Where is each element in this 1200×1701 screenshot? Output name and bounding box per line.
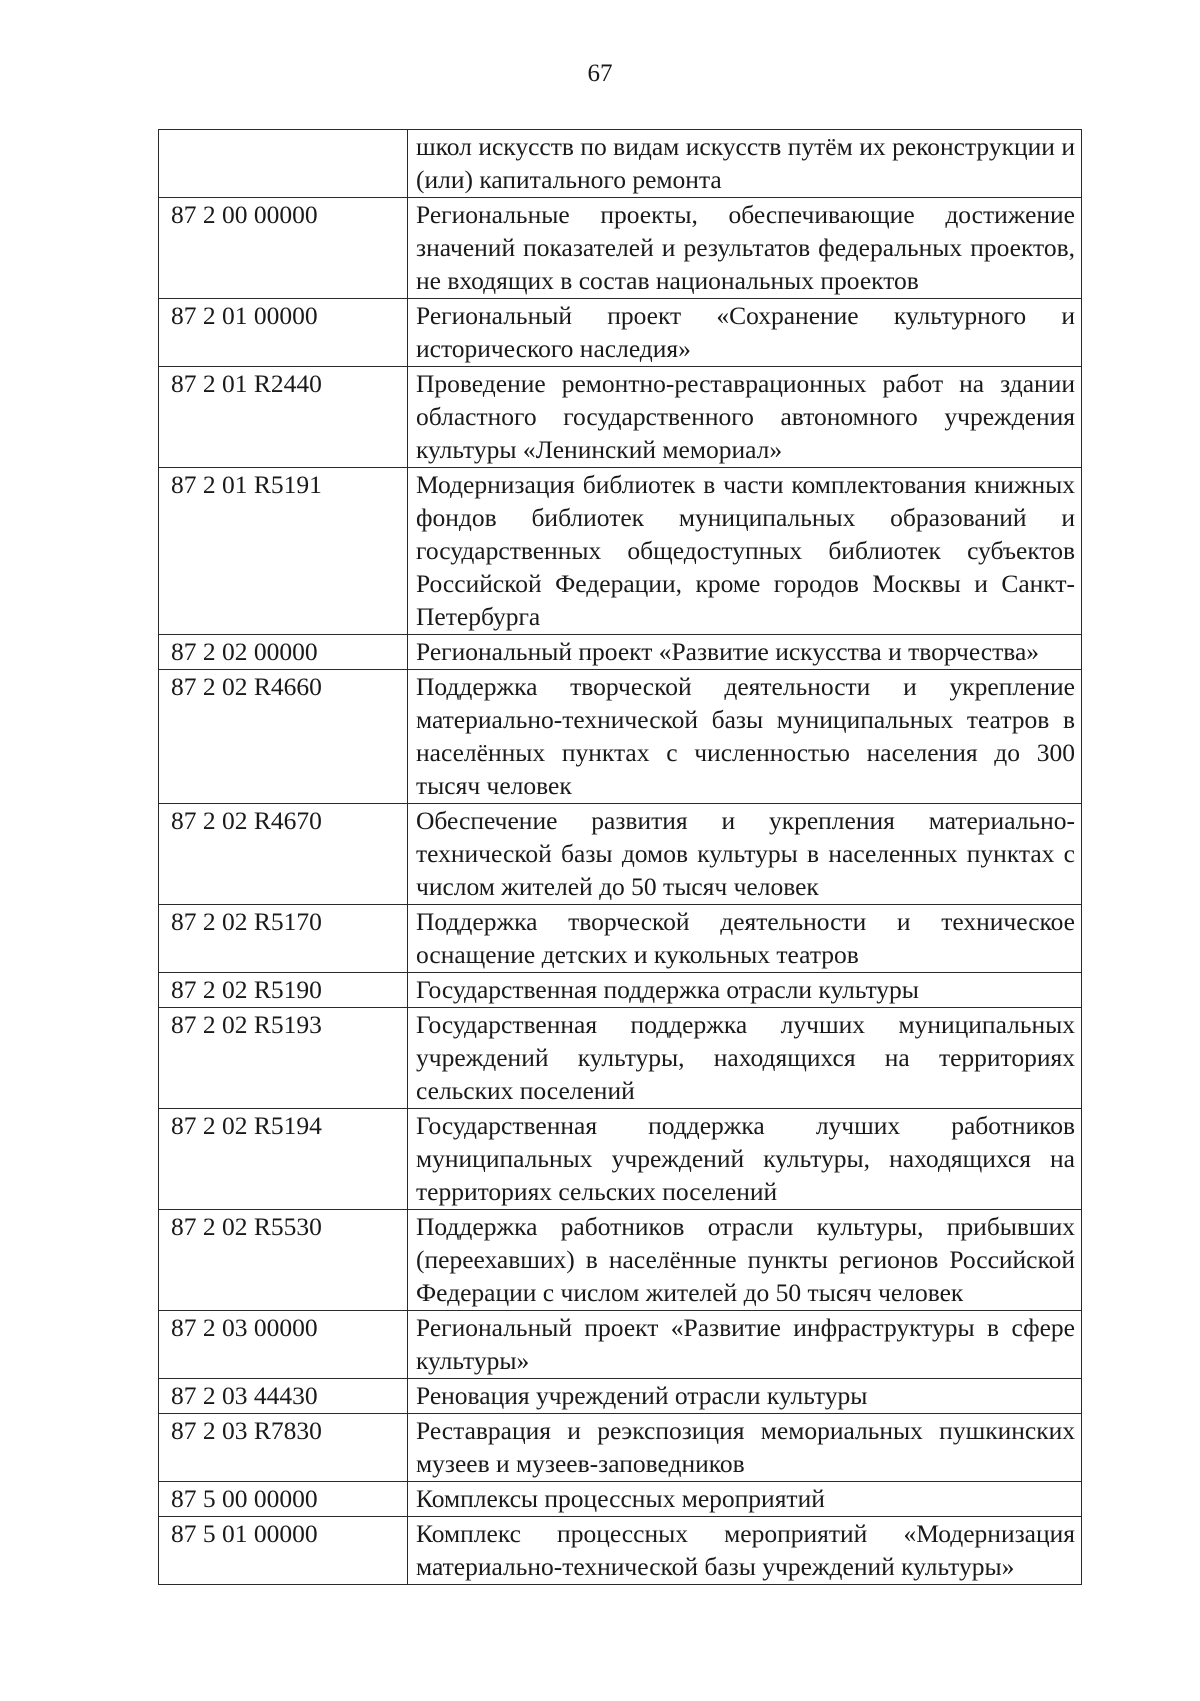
row-code: 87 2 02 00000 bbox=[159, 635, 408, 670]
row-description: Проведение ремонтно-реставрационных работ на здании областного государственного автономного учреждения культуры «Ленинский мемориал» bbox=[408, 367, 1082, 468]
row-description: школ искусств по видам искусств путём их реконструкции и (или) капитального ремонта bbox=[408, 130, 1082, 198]
row-code: 87 5 01 00000 bbox=[159, 1517, 408, 1585]
row-code: 87 2 01 00000 bbox=[159, 299, 408, 367]
table-row bbox=[159, 905, 1082, 973]
row-code: 87 2 02 R5190 bbox=[159, 973, 408, 1008]
row-code: 87 2 02 R5194 bbox=[159, 1109, 408, 1210]
table-row bbox=[159, 804, 1082, 905]
row-description: Государственная поддержка лучших работников муниципальных учреждений культуры, находящихся на территориях сельских поселений bbox=[408, 1109, 1082, 1210]
row-code: 87 5 00 00000 bbox=[159, 1482, 408, 1517]
row-description: Региональный проект «Сохранение культурного и исторического наследия» bbox=[408, 299, 1082, 367]
row-code: 87 2 03 00000 bbox=[159, 1311, 408, 1379]
table-row bbox=[159, 1414, 1082, 1482]
table-row bbox=[159, 1210, 1082, 1311]
table-row bbox=[159, 299, 1082, 367]
table-row bbox=[159, 130, 1082, 198]
row-code: 87 2 03 44430 bbox=[159, 1379, 408, 1414]
row-description: Региональные проекты, обеспечивающие достижение значений показателей и результатов федеральных проектов, не входящих в состав национальных проектов bbox=[408, 198, 1082, 299]
row-description: Обеспечение развития и укрепления материально-технической базы домов культуры в населенных пунктах с числом жителей до 50 тысяч человек bbox=[408, 804, 1082, 905]
row-code: 87 2 00 00000 bbox=[159, 198, 408, 299]
row-code: 87 2 03 R7830 bbox=[159, 1414, 408, 1482]
table-row bbox=[159, 1008, 1082, 1109]
row-description: Региональный проект «Развитие искусства и творчества» bbox=[408, 635, 1082, 670]
table-row bbox=[159, 1379, 1082, 1414]
table-row bbox=[159, 1517, 1082, 1585]
table-row bbox=[159, 367, 1082, 468]
row-code: 87 2 02 R5530 bbox=[159, 1210, 408, 1311]
row-description: Поддержка творческой деятельности и техническое оснащение детских и кукольных театров bbox=[408, 905, 1082, 973]
row-code: 87 2 01 R2440 bbox=[159, 367, 408, 468]
row-description: Государственная поддержка лучших муниципальных учреждений культуры, находящихся на территориях сельских поселений bbox=[408, 1008, 1082, 1109]
row-description: Поддержка творческой деятельности и укрепление материально-технической базы муниципальных театров в населённых пунктах с численностью населения до 300 тысяч человек bbox=[408, 670, 1082, 804]
page-number: 67 bbox=[587, 60, 613, 87]
row-code: 87 2 02 R5193 bbox=[159, 1008, 408, 1109]
table-row bbox=[159, 1311, 1082, 1379]
table-row bbox=[159, 468, 1082, 635]
row-description: Государственная поддержка отрасли культуры bbox=[408, 973, 1082, 1008]
row-code: 87 2 01 R5191 bbox=[159, 468, 408, 635]
table-row bbox=[159, 670, 1082, 804]
table-row bbox=[159, 973, 1082, 1008]
row-description: Региональный проект «Развитие инфраструктуры в сфере культуры» bbox=[408, 1311, 1082, 1379]
row-description: Комплексы процессных мероприятий bbox=[408, 1482, 1082, 1517]
table-row bbox=[159, 635, 1082, 670]
row-description: Реновация учреждений отрасли культуры bbox=[408, 1379, 1082, 1414]
row-description: Модернизация библиотек в части комплектования книжных фондов библиотек муниципальных образований и государственных общедоступных библиотек субъектов Российской Федерации, кроме городов Москвы и Санкт-Петербурга bbox=[408, 468, 1082, 635]
row-description: Реставрация и реэкспозиция мемориальных пушкинских музеев и музеев-заповедников bbox=[408, 1414, 1082, 1482]
row-code: 87 2 02 R4660 bbox=[159, 670, 408, 804]
row-code bbox=[159, 130, 408, 198]
table-row bbox=[159, 198, 1082, 299]
row-description: Поддержка работников отрасли культуры, прибывших (переехавших) в населённые пункты регионов Российской Федерации с числом жителей до 50 тысяч человек bbox=[408, 1210, 1082, 1311]
budget-classification-table bbox=[158, 129, 1082, 1585]
row-description: Комплекс процессных мероприятий «Модернизация материально-технической базы учреждений культуры» bbox=[408, 1517, 1082, 1585]
row-code: 87 2 02 R4670 bbox=[159, 804, 408, 905]
table-row bbox=[159, 1482, 1082, 1517]
row-code: 87 2 02 R5170 bbox=[159, 905, 408, 973]
table-row bbox=[159, 1109, 1082, 1210]
